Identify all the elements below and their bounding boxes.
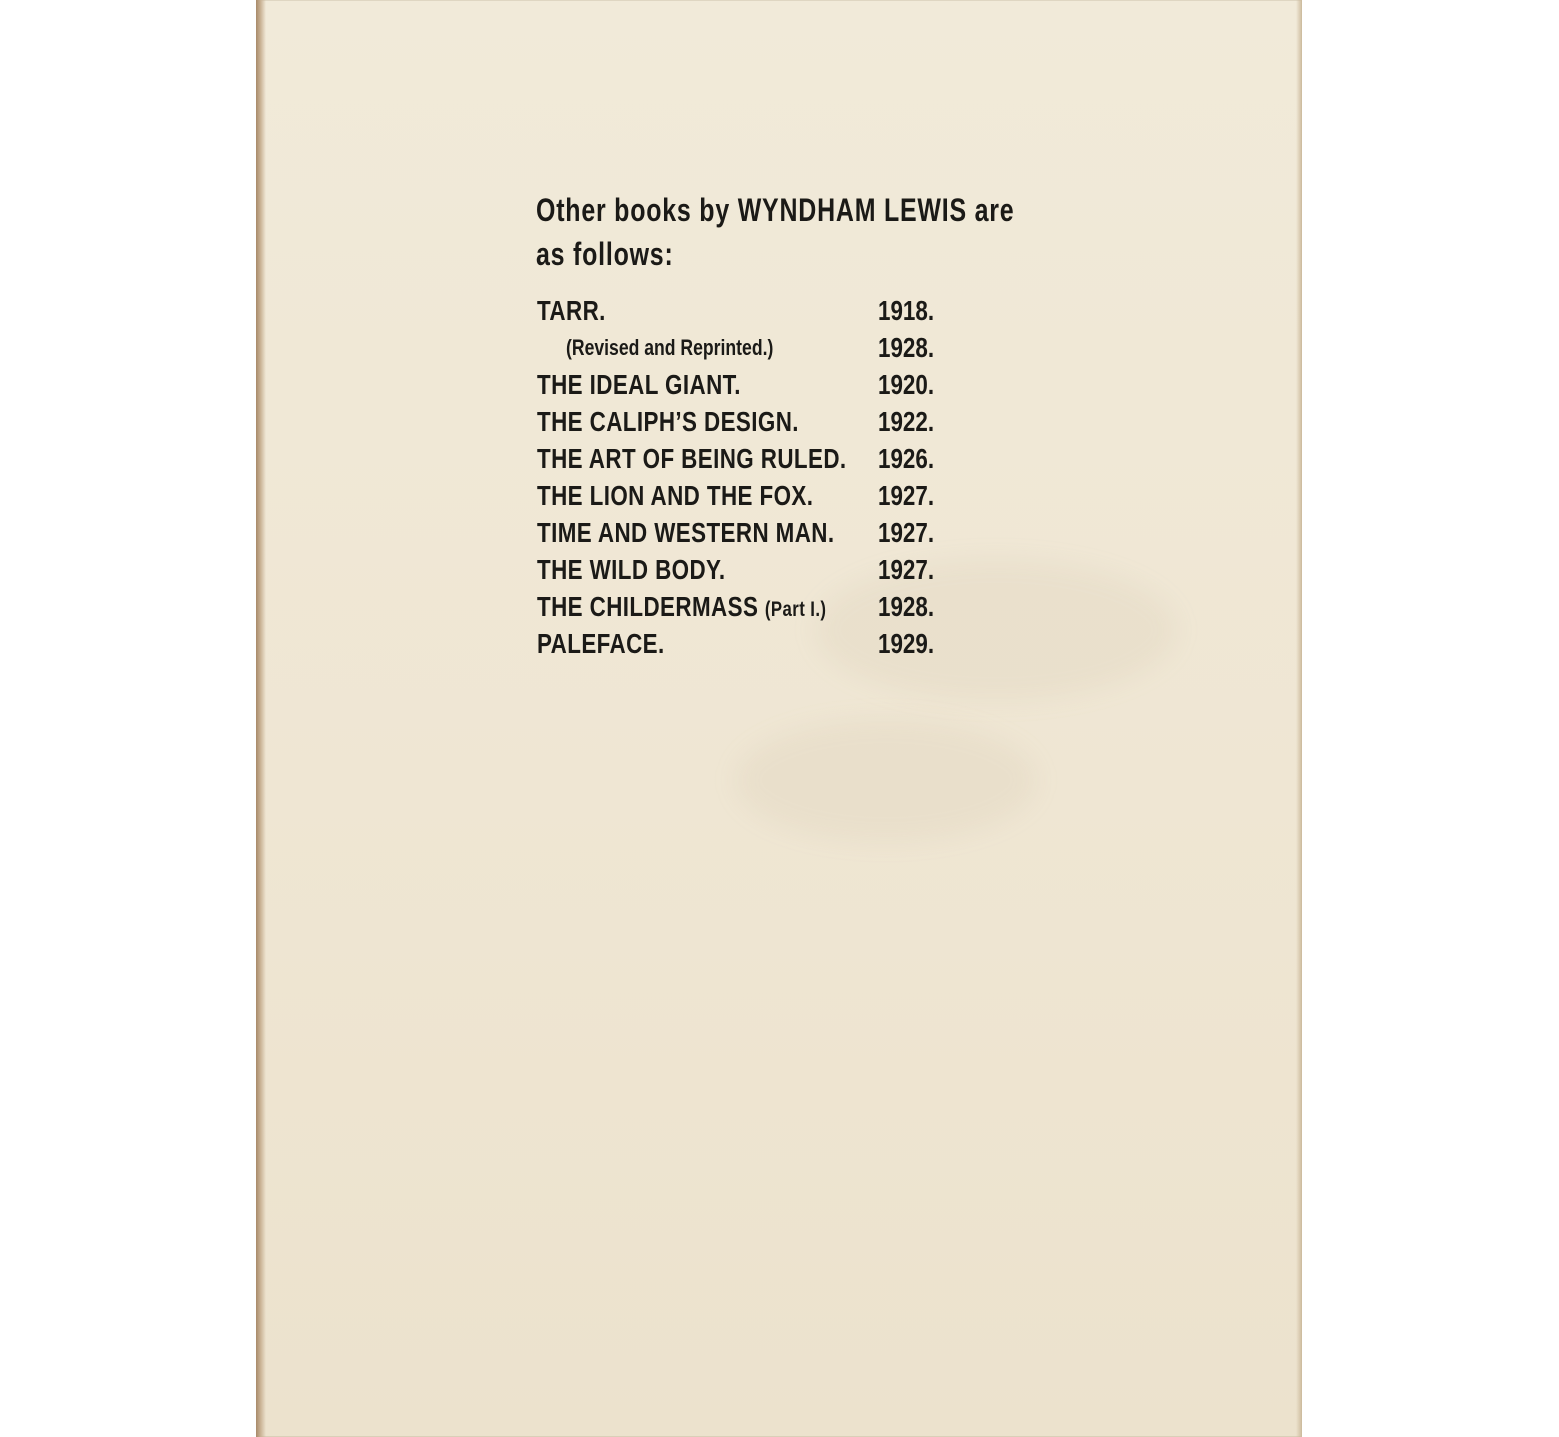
page-smudge bbox=[736, 720, 1036, 840]
book-entry-revision bbox=[537, 329, 1097, 366]
intro-line-2: as follows: bbox=[536, 236, 674, 272]
book-year: 1922. bbox=[878, 406, 935, 437]
book-entry bbox=[537, 551, 1097, 588]
book-year: 1927. bbox=[878, 517, 935, 548]
book-year: 1920. bbox=[878, 369, 935, 400]
book-title: TARR. bbox=[537, 295, 606, 326]
book-entry bbox=[537, 514, 1097, 551]
book-entry bbox=[537, 588, 1097, 625]
book-title: THE CHILDERMASS (Part I.) bbox=[537, 591, 827, 622]
intro-text bbox=[536, 188, 1015, 276]
book-entry bbox=[537, 625, 1097, 662]
book-title: PALEFACE. bbox=[537, 628, 665, 659]
book-entry bbox=[537, 477, 1097, 514]
book-year: 1928. bbox=[878, 591, 935, 622]
book-year: 1927. bbox=[878, 480, 935, 511]
book-list bbox=[537, 292, 1097, 662]
book-title: THE ART OF BEING RULED. bbox=[537, 443, 847, 474]
book-title: TIME AND WESTERN MAN. bbox=[537, 517, 835, 548]
intro-line-1: Other books by WYNDHAM LEWIS are bbox=[536, 192, 1015, 228]
book-entry bbox=[537, 292, 1097, 329]
book-year: 1928. bbox=[878, 332, 935, 363]
book-title: THE LION AND THE FOX. bbox=[537, 480, 814, 511]
book-title: THE WILD BODY. bbox=[537, 554, 726, 585]
book-title: THE CALIPH’S DESIGN. bbox=[537, 406, 799, 437]
book-title: THE IDEAL GIANT. bbox=[537, 369, 741, 400]
book-entry bbox=[537, 366, 1097, 403]
book-entry bbox=[537, 403, 1097, 440]
book-entry bbox=[537, 440, 1097, 477]
book-note: (Part I.) bbox=[764, 598, 827, 621]
book-year: 1929. bbox=[878, 628, 935, 659]
book-subtitle: (Revised and Reprinted.) bbox=[566, 335, 774, 360]
book-year: 1918. bbox=[878, 295, 935, 326]
book-year: 1927. bbox=[878, 554, 935, 585]
book-year: 1926. bbox=[878, 443, 935, 474]
